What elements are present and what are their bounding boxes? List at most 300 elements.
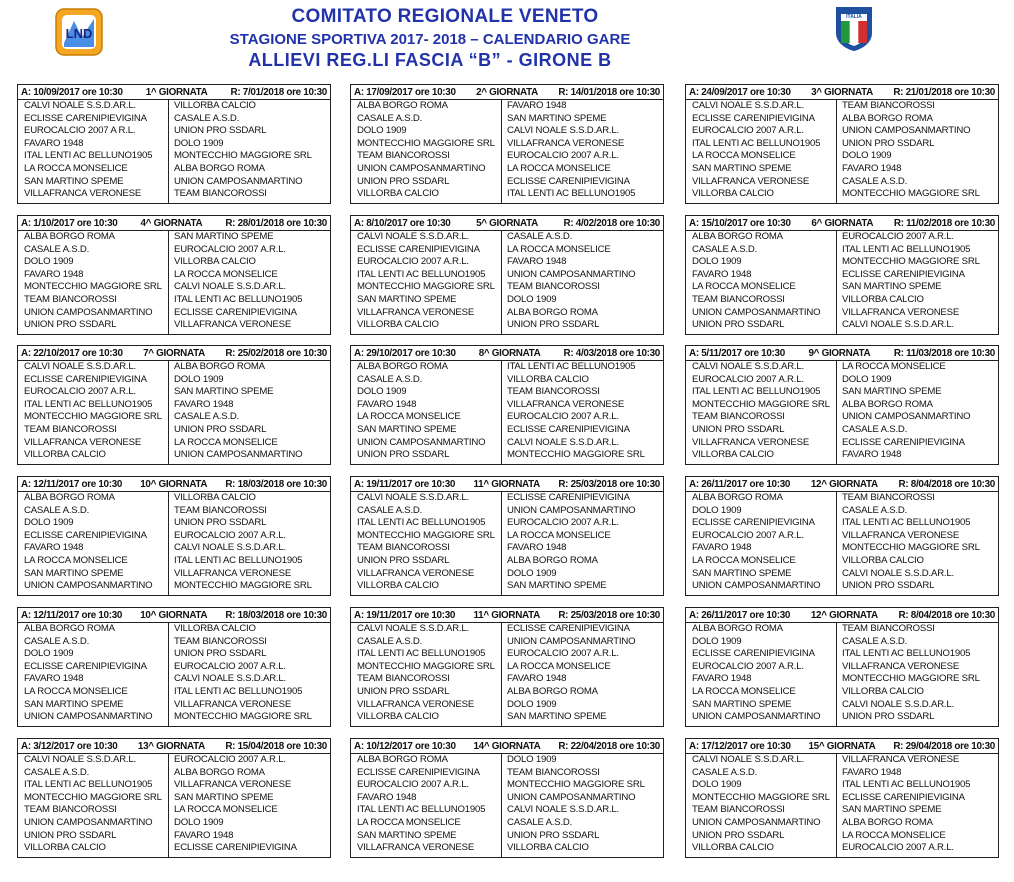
home-team: MONTECCHIO MAGGIORE SRL (357, 281, 495, 293)
match-row (686, 648, 998, 661)
match-row (351, 113, 663, 126)
match-row (351, 281, 663, 294)
home-team: ECLISSE CARENIPIEVIGINA (692, 648, 815, 660)
match-row (686, 686, 998, 699)
round-card (685, 345, 999, 465)
away-team: CASALE A.S.D. (174, 411, 240, 423)
home-team: ITAL LENTI AC BELLUNO1905 (357, 268, 486, 280)
match-row (686, 307, 998, 320)
away-team: ECLISSE CARENIPIEVIGINA (507, 423, 630, 435)
away-team: LA ROCCA MONSELICE (842, 361, 946, 372)
home-team: MONTECCHIO MAGGIORE SRL (692, 398, 830, 410)
match-row (18, 492, 330, 505)
away-team: ITAL LENTI AC BELLUNO1905 (842, 243, 971, 255)
match-row (351, 686, 663, 699)
match-list (18, 754, 330, 856)
matchday-label: 1^ GIORNATA (145, 86, 208, 98)
home-team: SAN MARTINO SPEME (692, 698, 792, 710)
away-team: UNION CAMPOSANMARTINO (507, 268, 636, 280)
away-team: SAN MARTINO SPEME (842, 281, 942, 293)
round-card (685, 738, 999, 858)
home-team: ECLISSE CARENIPIEVIGINA (357, 766, 480, 778)
matchday-label: 3^ GIORNATA (811, 86, 873, 98)
home-team: CASALE A.S.D. (24, 504, 90, 516)
home-team: VILLAFRANCA VERONESE (357, 698, 475, 710)
matchday-label: 5^ GIORNATA (476, 217, 538, 229)
home-team: TEAM BIANCOROSSI (24, 804, 117, 816)
round-card (685, 476, 999, 596)
away-team: DOLO 1909 (174, 816, 224, 828)
matchday-label: 10^ GIORNATA (140, 609, 208, 621)
home-team: CALVI NOALE S.S.D.AR.L. (24, 754, 136, 765)
away-team: SAN MARTINO SPEME (174, 791, 274, 803)
home-team: FAVARO 1948 (24, 137, 84, 149)
away-team: ALBA BORGO ROMA (507, 554, 598, 566)
match-list (351, 754, 663, 856)
match-row (18, 623, 330, 636)
home-team: MONTECCHIO MAGGIORE SRL (357, 660, 495, 672)
away-team: FAVARO 1948 (507, 100, 567, 111)
away-team: TEAM BIANCOROSSI (507, 386, 600, 398)
home-team: ECLISSE CARENIPIEVIGINA (24, 112, 147, 124)
away-team: CASALE A.S.D. (842, 423, 908, 435)
match-row (686, 100, 998, 113)
home-team: UNION CAMPOSANMARTINO (24, 816, 153, 828)
match-row (351, 817, 663, 830)
away-team: UNION PRO SSDARL (507, 829, 600, 841)
home-team: ALBA BORGO ROMA (24, 492, 115, 503)
home-team: LA ROCCA MONSELICE (24, 554, 128, 566)
away-team: SAN MARTINO SPEME (507, 580, 607, 592)
match-row (351, 842, 663, 855)
ritorno-date: R: 14/01/2018 ore 10:30 (558, 86, 660, 98)
home-team: SAN MARTINO SPEME (692, 567, 792, 579)
round-card (17, 215, 331, 335)
home-team: MONTECCHIO MAGGIORE SRL (692, 791, 830, 803)
away-team: UNION CAMPOSANMARTINO (507, 635, 636, 647)
match-row (18, 542, 330, 555)
away-team: ECLISSE CARENIPIEVIGINA (507, 175, 630, 187)
match-row (351, 711, 663, 724)
match-row (686, 399, 998, 412)
away-team: CALVI NOALE S.S.D.AR.L. (174, 673, 286, 685)
home-team: EUROCALCIO 2007 A.R.L. (692, 660, 804, 672)
home-team: CASALE A.S.D. (357, 373, 423, 385)
home-team: MONTECCHIO MAGGIORE SRL (24, 411, 162, 423)
match-row (18, 281, 330, 294)
match-row (351, 361, 663, 374)
home-team: ITAL LENTI AC BELLUNO1905 (357, 517, 486, 529)
page-header (0, 0, 1014, 80)
figc-shield-icon (834, 5, 874, 53)
home-team: UNION PRO SSDARL (692, 423, 785, 435)
away-team: FAVARO 1948 (507, 673, 567, 685)
match-row (686, 113, 998, 126)
home-team: EUROCALCIO 2007 A.R.L. (357, 256, 469, 268)
andata-date: A: 17/09/2017 ore 10:30 (354, 86, 456, 98)
home-team: UNION PRO SSDARL (357, 554, 450, 566)
ritorno-date: R: 29/04/2018 ore 10:30 (893, 740, 995, 752)
round-card (685, 607, 999, 727)
away-team: EUROCALCIO 2007 A.R.L. (842, 231, 954, 242)
away-team: ITAL LENTI AC BELLUNO1905 (507, 188, 636, 200)
home-team: CASALE A.S.D. (24, 766, 90, 778)
match-row (686, 817, 998, 830)
home-team: SAN MARTINO SPEME (24, 567, 124, 579)
away-team: FAVARO 1948 (174, 829, 234, 841)
home-team: DOLO 1909 (692, 635, 742, 647)
home-team: SAN MARTINO SPEME (24, 698, 124, 710)
matchday-label: 2^ GIORNATA (476, 86, 538, 98)
match-row (686, 437, 998, 450)
home-team: SAN MARTINO SPEME (357, 293, 457, 305)
away-team: ITAL LENTI AC BELLUNO1905 (174, 554, 303, 566)
home-team: VILLORBA CALCIO (357, 580, 439, 592)
ritorno-date: R: 21/01/2018 ore 10:30 (893, 86, 995, 98)
match-row (686, 636, 998, 649)
match-list (18, 361, 330, 463)
away-team: VILLORBA CALCIO (842, 554, 924, 566)
away-team: ECLISSE CARENIPIEVIGINA (842, 436, 965, 448)
andata-date: A: 12/11/2017 ore 10:30 (21, 478, 123, 490)
match-row (351, 673, 663, 686)
home-team: UNION PRO SSDARL (357, 449, 450, 461)
match-row (686, 244, 998, 257)
round-header (686, 216, 998, 231)
matchday-label: 11^ GIORNATA (473, 478, 540, 490)
away-team: MONTECCHIO MAGGIORE SRL (174, 150, 312, 162)
away-team: SAN MARTINO SPEME (842, 386, 942, 398)
match-row (351, 294, 663, 307)
match-row (686, 555, 998, 568)
match-row (18, 269, 330, 282)
match-row (18, 830, 330, 843)
match-row (351, 505, 663, 518)
match-row (351, 424, 663, 437)
match-row (351, 437, 663, 450)
page-title: COMITATO REGIONALE VENETO (291, 6, 599, 27)
match-row (18, 767, 330, 780)
match-row (686, 711, 998, 724)
match-row (686, 269, 998, 282)
match-row (351, 256, 663, 269)
ritorno-date: R: 11/03/2018 ore 10:30 (893, 347, 995, 359)
match-row (351, 636, 663, 649)
home-team: VILLAFRANCA VERONESE (24, 436, 142, 448)
away-team: UNION CAMPOSANMARTINO (507, 504, 636, 516)
match-row (18, 256, 330, 269)
home-team: ITAL LENTI AC BELLUNO1905 (692, 137, 821, 149)
away-team: VILLAFRANCA VERONESE (842, 529, 960, 541)
match-row (351, 779, 663, 792)
match-row (18, 386, 330, 399)
away-team: DOLO 1909 (174, 373, 224, 385)
away-team: TEAM BIANCOROSSI (174, 635, 267, 647)
home-team: MONTECCHIO MAGGIORE SRL (357, 137, 495, 149)
away-team: VILLAFRANCA VERONESE (507, 137, 625, 149)
away-team: SAN MARTINO SPEME (842, 804, 942, 816)
round-card (350, 215, 664, 335)
home-team: EUROCALCIO 2007 A R.L. (24, 125, 136, 137)
home-team: FAVARO 1948 (24, 673, 84, 685)
round-card (350, 607, 664, 727)
home-team: UNION CAMPOSANMARTINO (692, 816, 821, 828)
match-row (686, 176, 998, 189)
andata-date: A: 1/10/2017 ore 10:30 (21, 217, 118, 229)
match-row (686, 673, 998, 686)
andata-date: A: 26/11/2017 ore 10:30 (689, 609, 791, 621)
away-team: UNION CAMPOSANMARTINO (842, 125, 971, 137)
match-row (351, 542, 663, 555)
match-row (686, 779, 998, 792)
ritorno-date: R: 25/03/2018 ore 10:30 (558, 478, 660, 490)
match-row (18, 424, 330, 437)
home-team: TEAM BIANCOROSSI (24, 293, 117, 305)
match-row (18, 555, 330, 568)
away-team: LA ROCCA MONSELICE (507, 660, 611, 672)
home-team: SAN MARTINO SPEME (357, 829, 457, 841)
home-team: DOLO 1909 (24, 648, 74, 660)
ritorno-date: R: 25/02/2018 ore 10:30 (225, 347, 327, 359)
home-team: CASALE A.S.D. (357, 635, 423, 647)
away-team: UNION PRO SSDARL (174, 517, 267, 529)
away-team: TEAM BIANCOROSSI (507, 766, 600, 778)
home-team: DOLO 1909 (24, 256, 74, 268)
home-team: VILLAFRANCA VERONESE (24, 188, 142, 200)
home-team: CALVI NOALE S.S.D.AR.L. (357, 623, 469, 634)
match-row (351, 307, 663, 320)
andata-date: A: 17/12/2017 ore 10:30 (689, 740, 791, 752)
away-team: ALBA BORGO ROMA (842, 112, 933, 124)
away-team: ITAL LENTI AC BELLUNO1905 (174, 685, 303, 697)
home-team: ITAL LENTI AC BELLUNO1905 (24, 779, 153, 791)
round-header (686, 346, 998, 361)
away-team: EUROCALCIO 2007 A.R.L. (174, 529, 286, 541)
round-header (18, 739, 330, 754)
match-row (351, 150, 663, 163)
away-team: UNION CAMPOSANMARTINO (174, 175, 303, 187)
away-team: TEAM BIANCOROSSI (842, 492, 935, 503)
match-row (18, 361, 330, 374)
match-row (351, 411, 663, 424)
away-team: EUROCALCIO 2007 A.R.L. (507, 150, 619, 162)
home-team: EUROCALCIO 2007 A.R.L. (692, 529, 804, 541)
away-team: ALBA BORGO ROMA (507, 306, 598, 318)
round-header (351, 346, 663, 361)
match-row (351, 661, 663, 674)
home-team: DOLO 1909 (357, 125, 407, 137)
away-team: VILLORBA CALCIO (507, 373, 589, 385)
home-team: ECLISSE CARENIPIEVIGINA (692, 112, 815, 124)
match-list (18, 231, 330, 333)
matchday-label: 14^ GIORNATA (473, 740, 541, 752)
home-team: DOLO 1909 (357, 386, 407, 398)
away-team: FAVARO 1948 (507, 542, 567, 554)
home-team: ALBA BORGO ROMA (692, 231, 783, 242)
match-row (686, 319, 998, 332)
away-team: ECLISSE CARENIPIEVIGINA (507, 623, 630, 634)
away-team: CASALE A.S.D. (842, 635, 908, 647)
home-team: CASALE A.S.D. (24, 243, 90, 255)
round-header (686, 608, 998, 623)
home-team: ECLISSE CARENIPIEVIGINA (357, 243, 480, 255)
away-team: ALBA BORGO ROMA (174, 162, 265, 174)
home-team: ECLISSE CARENIPIEVIGINA (24, 660, 147, 672)
matchday-label: 13^ GIORNATA (137, 740, 205, 752)
round-card (17, 607, 331, 727)
away-team: FAVARO 1948 (842, 449, 902, 461)
matchday-label: 11^ GIORNATA (473, 609, 540, 621)
home-team: SAN MARTINO SPEME (357, 423, 457, 435)
match-row (18, 188, 330, 201)
away-team: UNION PRO SSDARL (174, 125, 267, 137)
home-team: EUROCALCIO 2007 A.R.L. (357, 779, 469, 791)
match-row (686, 386, 998, 399)
match-row (686, 374, 998, 387)
andata-date: A: 10/12/2017 ore 10:30 (354, 740, 456, 752)
away-team: CALVI NOALE S.S.D.AR.L. (174, 281, 286, 293)
match-row (18, 673, 330, 686)
home-team: MONTECCHIO MAGGIORE SRL (24, 791, 162, 803)
away-team: DOLO 1909 (842, 373, 892, 385)
away-team: CALVI NOALE S.S.D.AR.L. (507, 804, 619, 816)
home-team: UNION PRO SSDARL (357, 175, 450, 187)
matchday-label: 6^ GIORNATA (811, 217, 874, 229)
match-row (351, 449, 663, 462)
match-row (686, 530, 998, 543)
home-team: LA ROCCA MONSELICE (357, 411, 461, 423)
match-row (686, 256, 998, 269)
svg-text:LND: LND (65, 26, 93, 41)
match-row (18, 294, 330, 307)
away-team: DOLO 1909 (842, 150, 892, 162)
match-row (18, 842, 330, 855)
home-team: DOLO 1909 (692, 779, 742, 791)
away-team: DOLO 1909 (507, 698, 557, 710)
match-list (351, 623, 663, 725)
away-team: CALVI NOALE S.S.D.AR.L. (507, 436, 619, 448)
away-team: CASALE A.S.D. (842, 175, 908, 187)
match-list (18, 100, 330, 202)
match-row (351, 530, 663, 543)
match-row (686, 623, 998, 636)
home-team: UNION PRO SSDARL (24, 319, 117, 331)
match-row (18, 138, 330, 151)
home-team: ALBA BORGO ROMA (692, 492, 783, 503)
match-row (686, 449, 998, 462)
away-team: VILLORBA CALCIO (842, 293, 924, 305)
matchday-label: 7^ GIORNATA (143, 347, 205, 359)
away-team: EUROCALCIO 2007 A.R.L. (174, 754, 286, 765)
andata-date: A: 26/11/2017 ore 10:30 (689, 478, 791, 490)
home-team: TEAM BIANCOROSSI (692, 804, 785, 816)
home-team: CALVI NOALE S.S.D.AR.L. (357, 231, 469, 242)
match-row (686, 804, 998, 817)
away-team: UNION CAMPOSANMARTINO (174, 449, 303, 461)
ritorno-date: R: 7/01/2018 ore 10:30 (230, 86, 327, 98)
match-row (351, 231, 663, 244)
away-team: ECLISSE CARENIPIEVIGINA (842, 791, 965, 803)
away-team: VILLORBA CALCIO (174, 256, 256, 268)
match-row (351, 517, 663, 530)
home-team: LA ROCCA MONSELICE (357, 816, 461, 828)
round-header (18, 608, 330, 623)
home-team: CALVI NOALE S.S.D.AR.L. (692, 100, 804, 111)
away-team: UNION PRO SSDARL (174, 423, 267, 435)
matchday-label: 15^ GIORNATA (808, 740, 876, 752)
home-team: TEAM BIANCOROSSI (357, 150, 450, 162)
home-team: ALBA BORGO ROMA (24, 231, 115, 242)
match-row (351, 100, 663, 113)
match-row (18, 150, 330, 163)
match-row (351, 138, 663, 151)
away-team: LA ROCCA MONSELICE (174, 268, 278, 280)
away-team: TEAM BIANCOROSSI (507, 281, 600, 293)
match-row (686, 281, 998, 294)
home-team: ALBA BORGO ROMA (357, 361, 448, 372)
round-card (17, 476, 331, 596)
away-team: UNION PRO SSDARL (842, 137, 935, 149)
home-team: VILLORBA CALCIO (692, 842, 774, 854)
away-team: VILLAFRANCA VERONESE (174, 567, 292, 579)
round-header (351, 739, 663, 754)
home-team: UNION CAMPOSANMARTINO (692, 306, 821, 318)
away-team: ITAL LENTI AC BELLUNO1905 (842, 648, 971, 660)
match-row (686, 361, 998, 374)
round-header (351, 216, 663, 231)
away-team: VILLORBA CALCIO (174, 623, 256, 634)
home-team: FAVARO 1948 (357, 791, 417, 803)
away-team: FAVARO 1948 (507, 256, 567, 268)
away-team: EUROCALCIO 2007 A.R.L. (507, 648, 619, 660)
away-team: VILLAFRANCA VERONESE (174, 319, 292, 331)
away-team: TEAM BIANCOROSSI (174, 188, 267, 200)
home-team: UNION CAMPOSANMARTINO (24, 306, 153, 318)
away-team: FAVARO 1948 (174, 398, 234, 410)
match-row (18, 636, 330, 649)
home-team: FAVARO 1948 (692, 542, 752, 554)
home-team: ECLISSE CARENIPIEVIGINA (692, 517, 815, 529)
matchday-label: 9^ GIORNATA (808, 347, 871, 359)
round-card (350, 738, 664, 858)
home-team: EUROCALCIO 2007 A.R.L. (692, 125, 804, 137)
round-header (18, 216, 330, 231)
andata-date: A: 8/10/2017 ore 10:30 (354, 217, 451, 229)
match-row (686, 661, 998, 674)
match-row (18, 754, 330, 767)
home-team: EUROCALCIO 2007 A.R.L. (24, 386, 136, 398)
match-list (686, 231, 998, 333)
match-row (18, 163, 330, 176)
match-row (351, 580, 663, 593)
match-row (686, 150, 998, 163)
away-team: VILLORBA CALCIO (507, 842, 589, 854)
matchday-label: 12^ GIORNATA (810, 478, 878, 490)
away-team: CALVI NOALE S.S.D.AR.L. (842, 319, 954, 331)
group-title: ALLIEVI REG.LI FASCIA “B” - GIRONE B (248, 50, 612, 70)
away-team: UNION PRO SSDARL (507, 319, 600, 331)
away-team: LA ROCCA MONSELICE (507, 243, 611, 255)
match-row (18, 411, 330, 424)
match-row (686, 517, 998, 530)
match-row (18, 125, 330, 138)
home-team: CALVI NOALE S.S.D.AR.L. (692, 361, 804, 372)
home-team: UNION PRO SSDARL (24, 829, 117, 841)
away-team: ECLISSE CARENIPIEVIGINA (507, 492, 630, 503)
home-team: UNION CAMPOSANMARTINO (357, 162, 486, 174)
round-card (350, 476, 664, 596)
ritorno-date: R: 22/04/2018 ore 10:30 (558, 740, 660, 752)
